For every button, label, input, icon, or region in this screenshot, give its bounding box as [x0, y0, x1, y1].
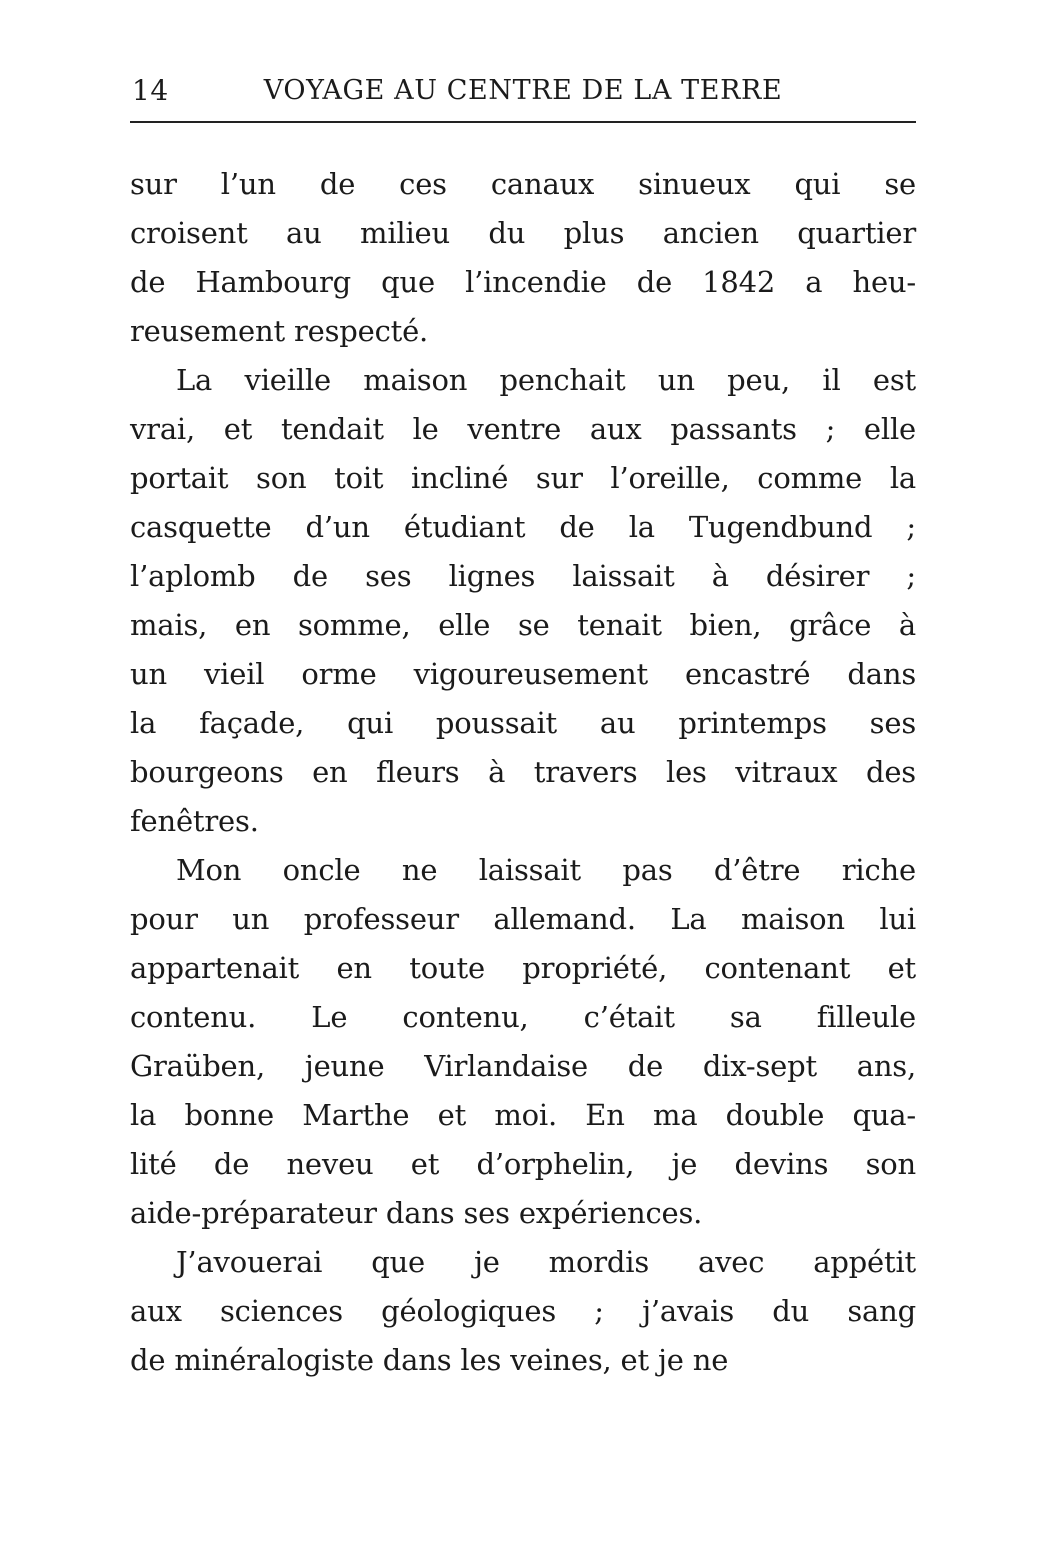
paragraph — [130, 846, 916, 1238]
header-rule — [130, 121, 916, 123]
text-line: mais, en somme, elle se tenait bien, grâce à — [130, 608, 916, 642]
text-line: la façade, qui poussait au printemps ses — [130, 706, 916, 740]
text-line: lité de neveu et d’orphelin, je devins son — [130, 1147, 916, 1181]
text-line: aide-préparateur dans ses expériences. — [130, 1196, 703, 1230]
text-line: portait son toit incliné sur l’oreille, comme la — [130, 461, 916, 495]
text-line: croisent au milieu du plus ancien quartier — [130, 216, 916, 250]
text-line: l’aplomb de ses lignes laissait à désirer ; — [130, 559, 916, 593]
paragraph — [130, 356, 916, 846]
text-line: bourgeons en fleurs à travers les vitraux des — [130, 755, 916, 789]
text-line: appartenait en toute propriété, contenant et — [130, 951, 916, 985]
text-line: La vieille maison penchait un peu, il est — [176, 363, 916, 397]
running-title: VOYAGE AU CENTRE DE LA TERRE — [263, 75, 783, 106]
text-line: Graüben, jeune Virlandaise de dix-sept ans, — [130, 1049, 916, 1083]
text-line: reusement respecté. — [130, 314, 429, 348]
text-line: sur l’un de ces canaux sinueux qui se — [130, 167, 916, 201]
text-line: la bonne Marthe et moi. En ma double qua- — [130, 1098, 916, 1132]
text-line: de minéralogiste dans les veines, et je ne — [130, 1343, 729, 1377]
text-line: pour un professeur allemand. La maison lui — [130, 902, 916, 936]
text-line: fenêtres. — [130, 804, 259, 838]
paragraph — [130, 1238, 916, 1385]
text-line: contenu. Le contenu, c’était sa filleule — [130, 1000, 916, 1034]
text-line: J’avouerai que je mordis avec appétit — [176, 1245, 916, 1279]
text-line: de Hambourg que l’incendie de 1842 a heu- — [130, 265, 916, 299]
paragraph — [130, 160, 916, 356]
book-page — [130, 74, 916, 1385]
text-line: casquette d’un étudiant de la Tugendbund ; — [130, 510, 916, 544]
text-line: Mon oncle ne laissait pas d’être riche — [176, 853, 916, 887]
text-line: un vieil orme vigoureusement encastré dans — [130, 657, 916, 691]
text-line: aux sciences géologiques ; j’avais du sang — [130, 1294, 916, 1328]
page-header — [130, 74, 916, 108]
page-number: 14 — [132, 74, 169, 107]
text-line: vrai, et tendait le ventre aux passants ; elle — [130, 412, 916, 446]
page-body — [130, 160, 916, 1385]
